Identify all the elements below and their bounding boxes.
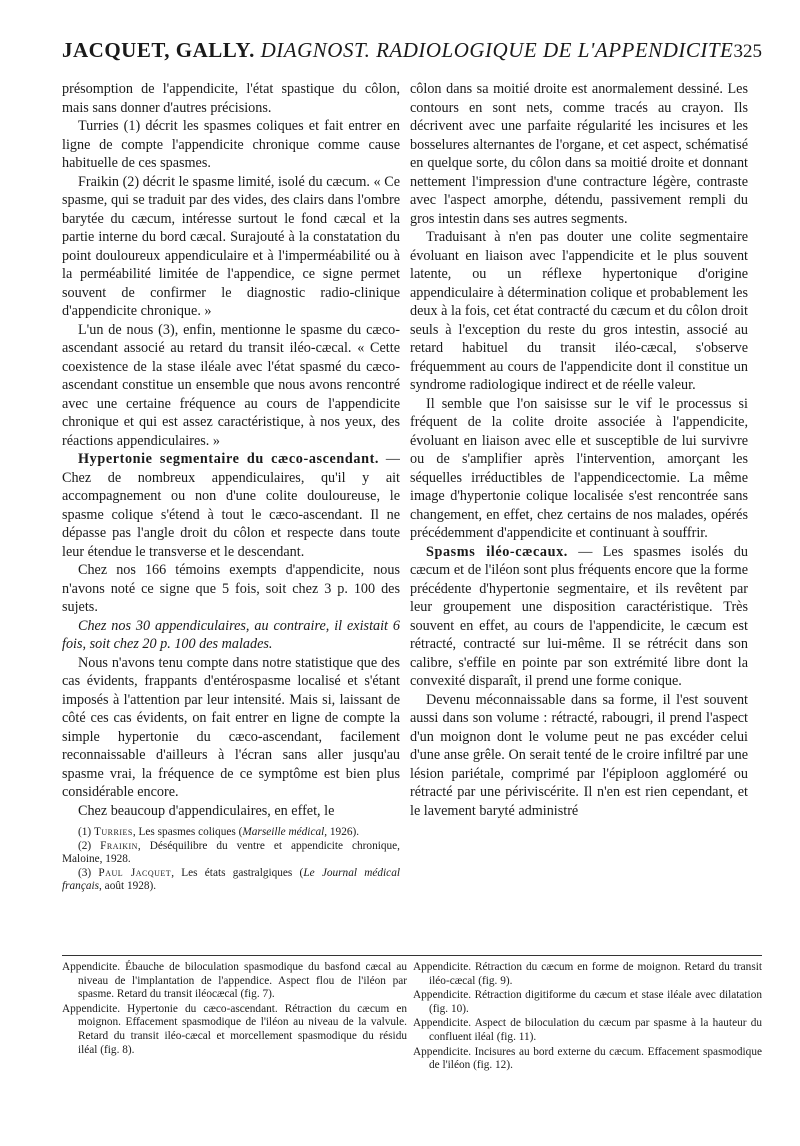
footnote-journal: Marseille médical [242, 826, 325, 838]
section-paragraph [62, 450, 400, 561]
caption-divider [62, 955, 762, 956]
paragraph: Traduisant à n'en pas douter une colite segmentaire évoluant en liaison avec l'appendicite et le plus souvent latente, ou un réflexe hypertonique d'origine appendiculaire à détermination colique et probablement les deux à la fois, cet état contracté du cæcum et du côlon droit seuls à l'exception du reste du gros intestin, associé au retard habituel du transit iléo-cæcal, s'observe fréquemment au cours de l'appendicite dont il constitue un syndrome radiologique indirect et de réelle valeur. [410, 229, 748, 393]
footnote-journal: Le Journal médical français [62, 866, 400, 892]
figure-caption: Appendicite. Hypertonie du cæco-ascendant. Rétraction du cæcum en moignon. Effacement spasmodique de l'iléon au niveau de la valvule. Retard du transit iléo-cæcal et morcellement spasmodique du résidu iléal (fig. 8). [62, 1002, 407, 1056]
footnote-text: , Les spasmes coliques ( [132, 826, 243, 838]
section-heading: Hypertonie segmentaire du cæco-ascendant. [78, 451, 380, 467]
header-authors: JACQUET, GALLY. [62, 38, 255, 62]
footnote-marker: (1) [78, 826, 94, 838]
footnote [62, 840, 400, 867]
header-subject: DIAGNOST. RADIOLOGIQUE DE L'APPENDICITE [260, 38, 734, 62]
figure-caption: Appendicite. Ébauche de biloculation spasmodique du basfond cæcal au niveau de l'implantation de l'appendice. Aspect flou de l'iléon par spasme. Retard du transit iléocæcal (fig. 7). [62, 961, 407, 1001]
page-number: 325 [733, 41, 762, 62]
footnote [62, 867, 400, 894]
paragraph: Fraikin (2) décrit le spasme limité, isolé du cæcum. « Ce spasme, qui se traduit par des vides, des clairs dans l'ombre barytée du cæcum, intéresse surtout le fond cæcal et la partie interne du bord cæcal. Surajouté à la constatation du point douloureux appendiculaire et à l'imperméabilité ou à la perméabilité limitée de l'appendice, ce signe permet souvent de confirmer le diagnostic radio-clinique d'appendicite chronique. » [62, 173, 400, 319]
paragraph: Chez nos 166 témoins exempts d'appendicite, nous n'avons noté ce signe que 5 fois, soit chez 3 p. 100 des sujets. [62, 562, 400, 615]
footnote-text: , Déséquilibre du ventre et appendicite chronique, Maloine, 1928. [62, 839, 400, 865]
running-title [62, 38, 733, 63]
footnote-tail: , 1926). [324, 826, 360, 838]
figure-caption: Appendicite. Aspect de biloculation du cæcum par spasme à la hauteur du confluent iléal (fig. 11). [413, 1017, 762, 1043]
paragraph: L'un de nous (3), enfin, mentionne le spasme du cæco-ascendant associé au retard du transit iléo-cæcal. « Cette coexistence de la stase iléale avec l'état spasmé du cæco-ascendant constitue un ensemble que nous avons rencontré avec une certaine fréquence au cours de l'appendicite chronique et qui est assez caractéristique, à nos yeux, des réactions appendiculaires. » [62, 321, 400, 449]
left-column [62, 80, 400, 948]
paragraph: Devenu méconnaissable dans sa forme, il l'est souvent aussi dans son volume : rétracté, rabougri, il prend l'aspect d'un moignon dont le volume peut ne pas excéder celui d'une anse grêle. On serait tenté de le croire infiltré par une lésion pariétale, comprimé par l'épiploon aggloméré ou rétracté par une périviscérite. Il n'en est rien cependant, et le lavement baryté administré [410, 691, 748, 819]
right-column [410, 80, 748, 948]
running-header [62, 38, 762, 72]
section-text: — Chez de nombreux appendiculaires, qu'il y ait accompagnement ou non d'une colite douloureuse, le spasme colique s'étend à tout le cæco-ascendant. Il ne dépasse pas l'angle droit du côlon et respecte dans toute leur étendue le transverse et le descendant. [62, 451, 400, 560]
footnote-author: Turries [94, 826, 133, 838]
footnote-author: Fraikin [100, 839, 138, 852]
paragraph: Il semble que l'on saisisse sur le vif le processus si fréquent de la colite droite associée à l'appendicite, évoluant en liaison avec elle et susceptible de lui survivre ou de s'amplifier après l'intervention, amorçant les séquelles irréductibles de l'appendicectomie. La même image d'hypertonie colique localisée s'est rencontrée sans changement, en effet, chez certains de nos malades, opérés précédemment d'appendicite et continuant à souffrir. [410, 395, 748, 541]
footnote-text: , Les états gastralgiques ( [171, 866, 304, 879]
figure-caption: Appendicite. Rétraction digitiforme du cæcum et stase iléale avec dilatation (fig. 10). [413, 989, 762, 1015]
footnote-marker: (3) [78, 866, 99, 879]
paragraph: côlon dans sa moitié droite est anormalement dessiné. Les contours en sont nets, comme tracés au crayon. Ils décrivent avec une parfaite régularité les incisures et les bosselures alternantes de l'organe, et cet aspect, schématisé en quelque sorte, du côlon dans sa moitié droite et donnant nettement l'impression d'une contracture légère, contraste avec l'aspect amorphe, détendu, passivement rempli du gros intestin dans ses autres segments. [410, 81, 748, 227]
figure-captions-left [62, 961, 407, 1058]
footnote-marker: (2) [78, 839, 101, 852]
footnote-author: Paul Jacquet [98, 866, 172, 879]
paragraph: Turries (1) décrit les spasmes coliques et fait entrer en ligne de compte l'appendicite chronique comme cause habituelle de ces spasmes. [62, 118, 400, 171]
footnote [62, 826, 400, 840]
figure-caption: Appendicite. Incisures au bord externe du cæcum. Effacement spasmodique de l'iléon (fig. 12). [413, 1045, 762, 1072]
paragraph: présomption de l'appendicite, l'état spastique du côlon, mais sans donner d'autres précisions. [62, 81, 400, 116]
figure-captions-right [413, 961, 762, 1074]
footnotes [62, 826, 400, 894]
section-paragraph [410, 543, 748, 691]
figure-caption: Appendicite. Rétraction du cæcum en forme de moignon. Retard du transit iléo-cæcal (fig. 9). [413, 961, 762, 987]
paragraph: Nous n'avons tenu compte dans notre statistique que des cas évidents, frappants d'entérospasme localisé et s'étant imposés à l'attention par leur intensité. Mais si, laissant de côté ces cas évidents, on fait entrer en ligne de compte la simple hypertonie du cæco-ascendant, facilement reconnaissable d'ailleurs à l'écran sans aller jusqu'au spasme vrai, la fréquence de ce symptôme est bien plus considérable encore. [62, 654, 400, 800]
paragraph-italic: Chez nos 30 appendiculaires, au contraire, il existait 6 fois, soit chez 20 p. 100 des malades. [62, 617, 400, 652]
footnote-tail: , août 1928). [99, 880, 157, 892]
section-heading: Spasms iléo-cæcaux. [426, 543, 568, 560]
section-text: — Les spasmes isolés du cæcum et de l'iléon sont plus fréquents encore que la forme précédente d'hypertonie segmentaire, et ils revêtent par leur groupement une disposition caractéristique. Très souvent en effet, au cours de l'appendicite, le cæcum est rétracté, contracté sur lui-même. Il se rétrécit dans son calibre, s'effile en pointe par son extrémité libre dont la convexité disparaît, il prend une forme conique. [410, 543, 748, 689]
paragraph: Chez beaucoup d'appendiculaires, en effet, le [78, 802, 335, 819]
